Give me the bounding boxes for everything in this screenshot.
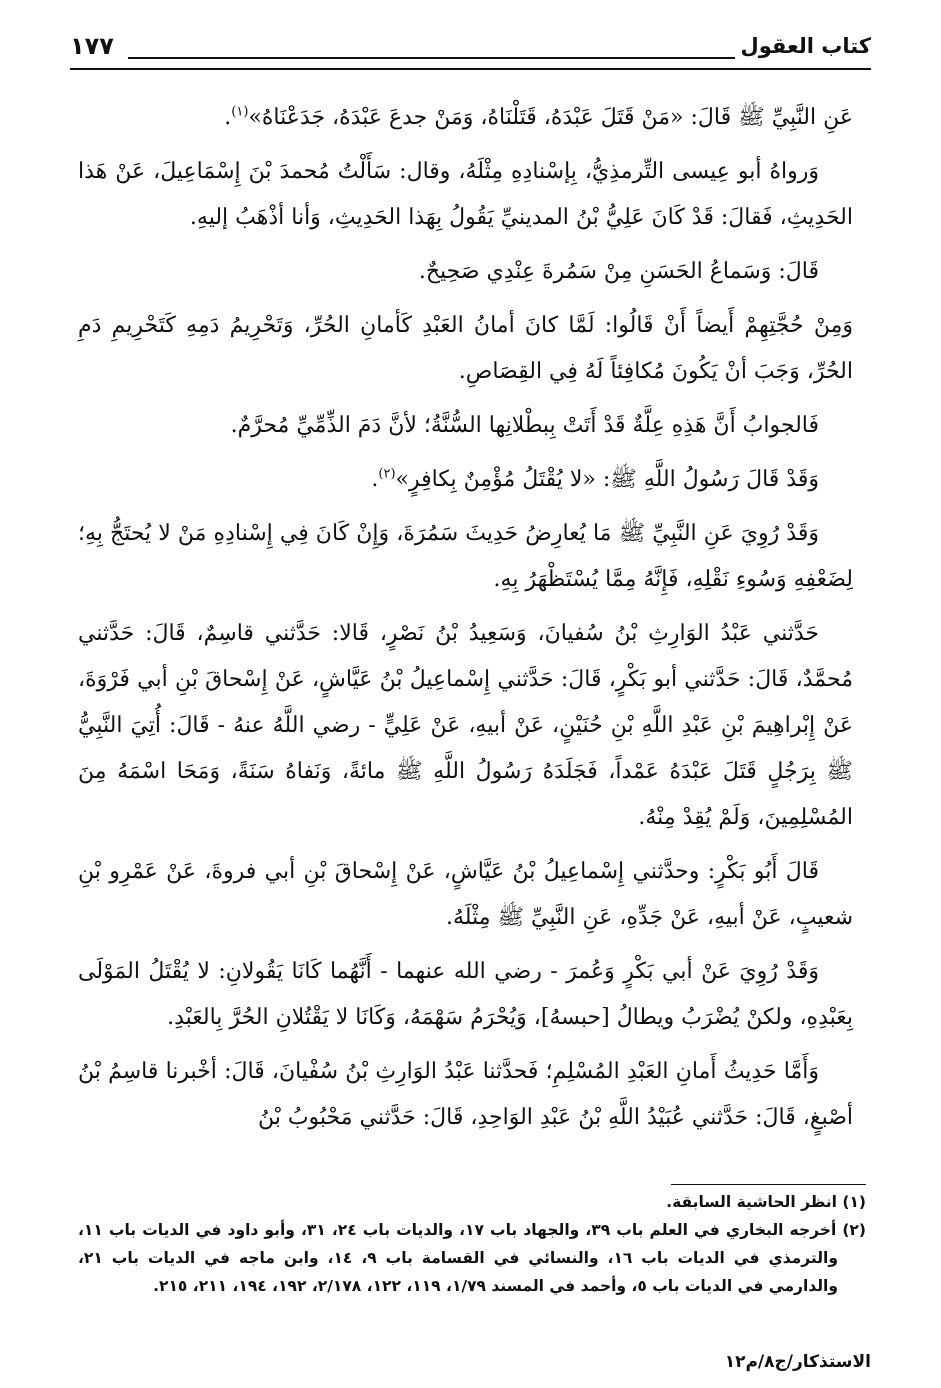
paragraph-tail: . [371,467,379,492]
footnote-reference: (٢) [378,466,396,482]
footnote-reference: (١) [231,104,249,120]
paragraph: وَمِنْ حُجَّتِهِمْ أَيضاً أَنْ قَالُوا: لَمَّا كانَ أمانُ العَبْدِ كَأمانِ الحُرِّ، وَتَحْرِيمُ دَمِهِ كَتَحْرِيمِ دَمِ الحُرِّ، وَجَبَ أنْ يَكُونَ مُكافِئاً لَهُ فِي القِصَاصِ. [78,313,853,384]
paragraph: وَرواهُ أبو عِيسى التِّرمذِيُّ، بِإسْنادِهِ مِثْلَهُ، وقال: سَأَلْتُ مُحمدَ بْنَ إِسْمَاعِيلَ، عَنْ هَذا الحَدِيثِ، فَقالَ: قَدْ كَانَ عَلِيُّ بْنُ المدينيِّ يَقُولُ بِهَذا الحَدِيثِ، وَأنا أذْهَبُ إليهِ. [78,159,853,230]
paragraph: قَالَ: وَسَماعُ الحَسَنِ مِنْ سَمُرةَ عِنْدِي صَحِيحٌ. [418,259,819,284]
paragraph: قَالَ أَبُو بَكْرٍ: وحدَّثني إِسْماعِيلُ بْنُ عَيَّاشٍ، عَنْ إِسْحاقَ بْنِ أبي فروةَ، عَنْ عَمْرِو بْنِ شعيبٍ، عَنْ أبيهِ، عَنْ جَدِّهِ، عَنِ النَّبِيِّ ﷺ مِثْلَهُ. [78,859,853,930]
paragraph [78,95,853,141]
running-header [70,28,871,68]
header-underline [70,68,871,70]
paragraph: حَدَّثني عَبْدُ الوَارِثِ بْنُ سُفيانَ، وَسَعِيدُ بْنُ نَصْرٍ، قَالا: حَدَّثني قاسِمٌ، قَالَ: حَدَّثني مُحمَّدٌ، قَالَ: حَدَّثني أبو بَكْرٍ، قَالَ: حَدَّثني إِسْماعِيلُ بْنُ عَيَّاشٍ، عَنْ إِسْحاقَ بْنِ أبي فَرْوَةَ، عَنْ إِبْراهِيمَ بْنِ عَبْدِ اللَّهِ بْنِ حُنَيْنٍ، عَنْ أبيهِ، عَنْ عَلِيٍّ - رضي اللَّهُ عنهُ - قَالَ: أُتِيَ النَّبِيُّ ﷺ بِرَجُلٍ قَتَلَ عَبْدَهُ عَمْداً، فَجَلَدَهُ رَسُولُ اللَّهِ ﷺ مائةً، وَنَفاهُ سَنَةً، وَمَحَا اسْمَهُ مِنَ المُسْلِمِينَ، وَلَمْ يُقِدْ مِنْهُ. [78,621,853,830]
paragraph [78,457,853,503]
paragraph-tail: . [224,105,232,130]
page-number: ١٧٧ [70,32,114,60]
running-title: كتاب العقول [740,34,871,58]
body-text [78,95,853,1149]
paragraph: فَالجوابُ أَنَّ هَذِهِ عِلَّةٌ قَدْ أَتَتْ بِبطْلانِها السُّنَّةُ؛ لأنَّ دَمَ الذِّمِّيِّ مُحرَّمٌ. [230,413,819,438]
footnote-rule [671,1184,866,1185]
paragraph: وَأَمَّا حَدِيثُ أَمانِ العَبْدِ المُسْلِمِ؛ فَحدَّثنا عَبْدُ الوَارِثِ بْنُ سُفْيانَ، قَالَ: أخْبرنا قاسِمُ بْنُ أصْبغٍ، قَالَ: حَدَّثني عُبَيْدُ اللَّهِ بْنُ عَبْدِ الوَاحِدِ، قَالَ: حَدَّثني مَحْبُوبُ بْنُ [78,1059,853,1130]
footnote: (٢) أخرجه البخاري في العلم باب ٣٩، والجهاد باب ١٧، والديات باب ٢٤، ٣١، وأبو داود في الديات باب ١١، والترمذي في الديات باب ١٦، والنسائي في القسامة باب ٩، ١٤، وابن ماجه في الديات باب ٢١، والدارمي في الديات باب ٥، وأحمد في المسند ١/٧٩، ١١٩، ١٢٢، ٢/١٧٨، ١٩٢، ١٩٤، ٢١١، ٢١٥. [78,1221,866,1295]
paragraph-text: وَقَدْ قَالَ رَسُولُ اللَّهِ ﷺ: «لا يُقْتَلُ مُؤْمِنٌ بِكافِرٍ» [395,467,819,492]
paragraph: وَقَدْ رُوِيَ عَنْ أبي بَكْرٍ وَعُمرَ - رضي الله عنهما - أَنَّهُما كَانَا يَقُولانِ: لا يُقْتَلُ المَوْلَى بِعَبْدِهِ، ولكنْ يُضْرَبُ ويطالُ [حبسهُ]، وَيُحْرَمُ سَهْمَهُ، وَكَانَا لا يَقْتُلانِ الحُرَّ بِالعَبْدِ. [78,959,853,1030]
paragraph: وَقَدْ رُوِيَ عَنِ النَّبِيِّ ﷺ مَا يُعارِضُ حَدِيثَ سَمُرَةَ، وَإِنْ كَانَ فِي إِسْنادِهِ مَنْ لا يُحتَجُّ بِهِ؛ لِضَعْفِهِ وَسُوءِ نَقْلِهِ، فَإِنَّهُ مِمَّا يُسْتَظْهَرُ بِهِ. [78,521,853,592]
header-rule [128,57,735,59]
footnotes [78,1188,866,1300]
footnote: (١) انظر الحاشية السابقة. [666,1193,866,1211]
printer-signature: الاستذكار/ج٨/م١٢ [724,1352,871,1372]
paragraph-text: عَنِ النَّبِيِّ ﷺ قَالَ: «مَنْ قَتَلَ عَبْدَهُ، قَتَلْنَاهُ، وَمَنْ جدعَ عَبْدَهُ، جَدَعْنَاهُ» [248,105,853,130]
